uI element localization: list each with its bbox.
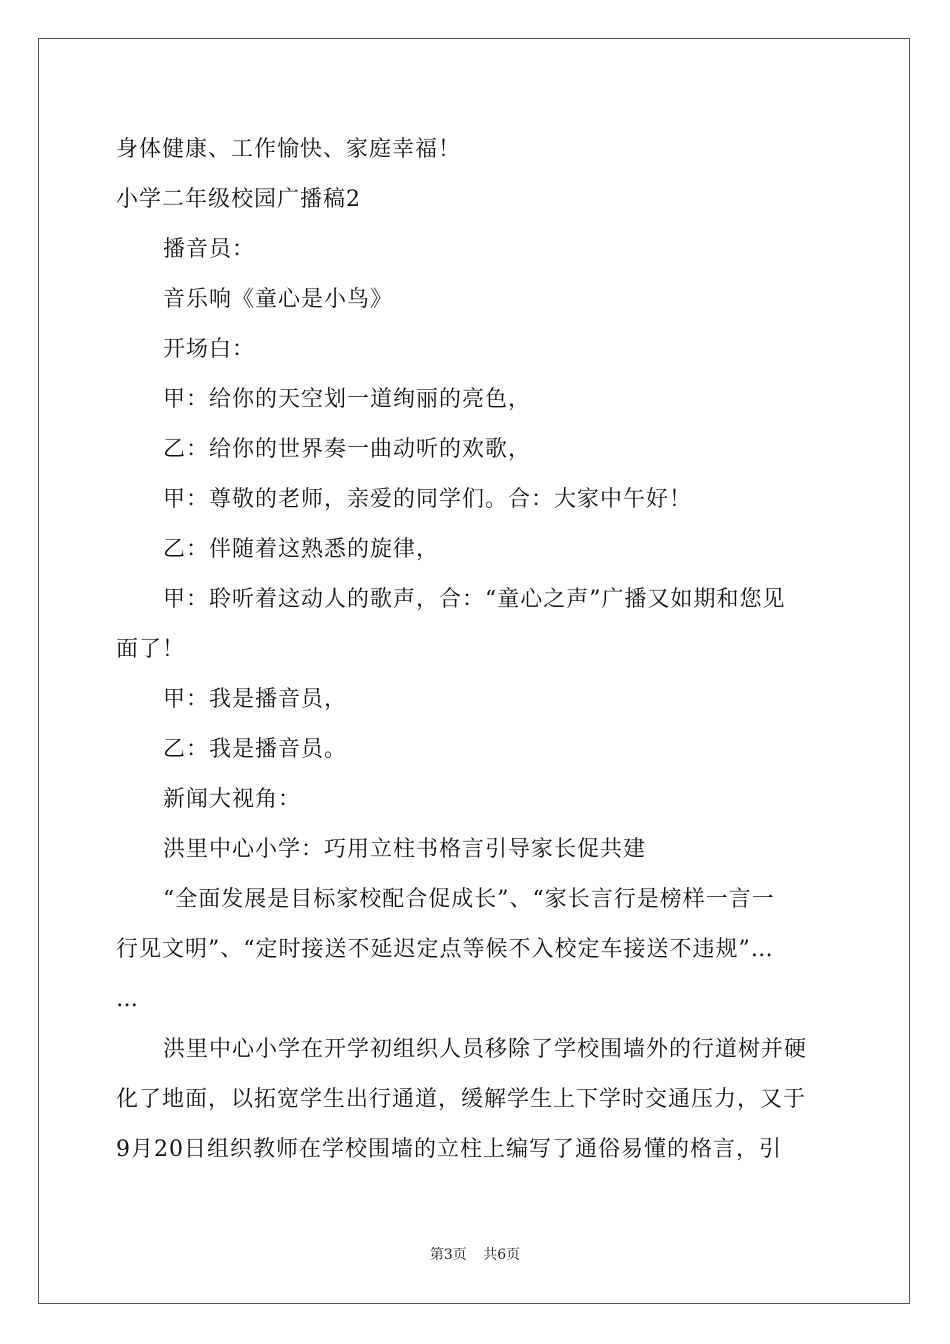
text-line: 面了！: [116, 637, 186, 662]
text-line: 身体健康、工作愉快、家庭幸福！: [116, 137, 462, 162]
page-number: 第3页: [429, 1247, 467, 1263]
text-line: 化了地面，以拓宽学生出行通道，缓解学生上下学时交通压力，又于: [116, 1087, 807, 1112]
text-line: 洪里中心小学在开学初组织人员移除了学校围墙外的行道树并硬: [163, 1037, 808, 1062]
text-line: 音乐响《童心是小鸟》: [163, 287, 394, 312]
text-line: 洪里中心小学：巧用立柱书格言引导家长促共建: [163, 837, 647, 862]
text-line: 甲：我是播音员，: [163, 687, 348, 712]
text-line: 播音员：: [163, 237, 256, 262]
text-line: …: [116, 987, 139, 1012]
text-line: 9月20日组织教师在学校围墙的立柱上编写了通俗易懂的格言，引: [116, 1137, 782, 1162]
page-footer: [0, 1245, 950, 1265]
text-line: 乙：给你的世界奏一曲动听的欢歌，: [163, 437, 532, 462]
text-line: 甲：尊敬的老师，亲爱的同学们。合：大家中午好！: [163, 487, 693, 512]
text-line: 开场白：: [163, 337, 256, 362]
text-line: 乙：我是播音员。: [163, 737, 348, 762]
text-line: “全面发展是目标家校配合促成长”、“家长言行是榜样一言一: [163, 887, 775, 912]
text-line: 甲：给你的天空划一道绚丽的亮色，: [163, 387, 532, 412]
text-line: 甲：聆听着这动人的歌声，合：“童心之声”广播又如期和您见: [163, 587, 786, 612]
text-line: 新闻大视角：: [163, 787, 302, 812]
text-line: 乙：伴随着这熟悉的旋律，: [163, 537, 440, 562]
page-total: 共6页: [483, 1247, 521, 1263]
section-title: 小学二年级校园广播稿2: [116, 187, 361, 212]
text-line: 行见文明”、“定时接送不延迟定点等候不入校定车接送不违规”…: [116, 937, 774, 962]
